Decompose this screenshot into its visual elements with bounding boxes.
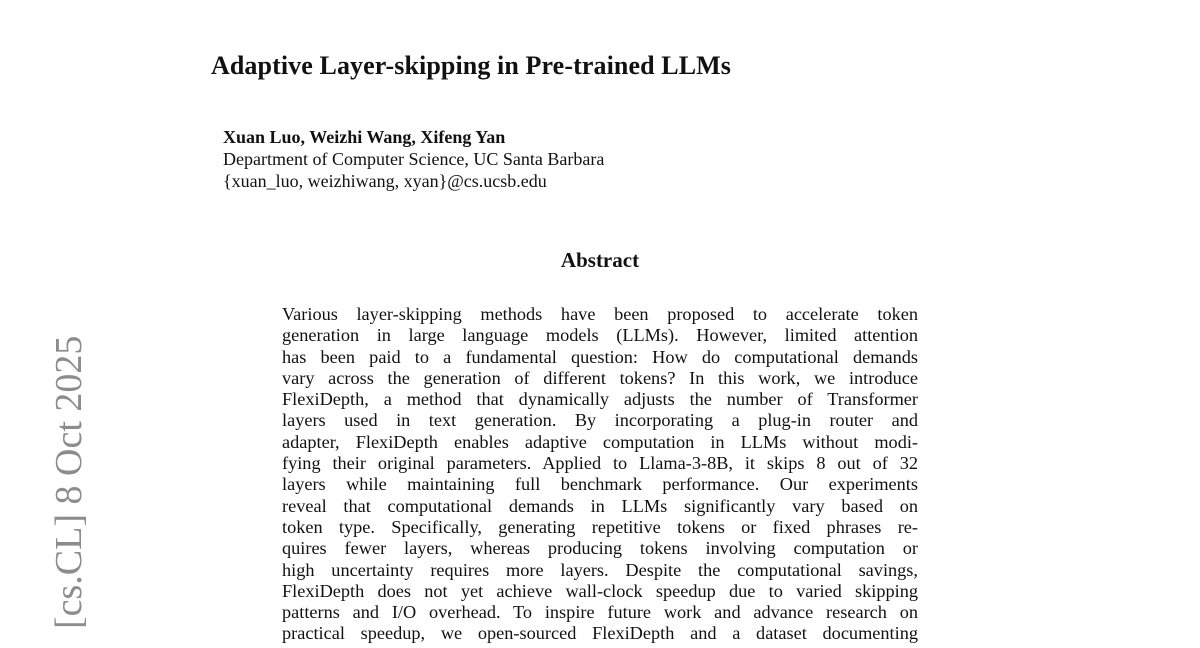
abstract-line: layers while maintaining full benchmark performance. Our experiments (282, 474, 918, 495)
author-email: {xuan_luo, weizhiwang, xyan}@cs.ucsb.edu (223, 171, 547, 191)
abstract-line: reveal that computational demands in LLMs significantly vary based on (282, 495, 918, 516)
author-block (223, 126, 604, 192)
abstract-line: quires fewer layers, whereas producing tokens involving computation or (282, 538, 918, 559)
abstract-line: high uncertainty requires more layers. Despite the computational savings, (282, 559, 918, 580)
abstract-line: adapter, FlexiDepth enables adaptive computation in LLMs without modi- (282, 431, 918, 452)
abstract-line: has been paid to a fundamental question: How do computational demands (282, 346, 918, 367)
abstract-line: FlexiDepth, a method that dynamically adjusts the number of Transformer (282, 389, 918, 410)
abstract-line: Various layer-skipping methods have been proposed to accelerate token (282, 304, 918, 324)
abstract-line: layers used in text generation. By incorporating a plug-in router and (282, 410, 918, 431)
abstract-line: fying their original parameters. Applied to Llama-3-8B, it skips 8 out of 32 (282, 453, 918, 474)
abstract-line: FlexiDepth does not yet achieve wall-clock speedup due to varied skipping (282, 580, 918, 601)
author-names: Xuan Luo, Weizhi Wang, Xifeng Yan (223, 127, 506, 147)
abstract-line: vary across the generation of different tokens? In this work, we introduce (282, 367, 918, 388)
abstract-line: generation in large language models (LLMs). However, limited attention (282, 325, 918, 346)
arxiv-identifier-stamp: [cs.CL] 8 Oct 2025 (48, 335, 90, 629)
abstract-heading: Abstract (560, 248, 640, 272)
author-affiliation: Department of Computer Science, UC Santa Barbara (223, 149, 605, 169)
abstract-line: patterns and I/O overhead. To inspire future work and advance research on (282, 602, 918, 623)
abstract-line: token type. Specifically, generating repetitive tokens or fixed phrases re- (282, 516, 918, 537)
abstract-body (282, 304, 918, 645)
abstract-line: practical speedup, we open-sourced FlexiDepth and a dataset documenting (282, 623, 918, 644)
paper-title: Adaptive Layer-skipping in Pre-trained LLMs (211, 51, 731, 80)
